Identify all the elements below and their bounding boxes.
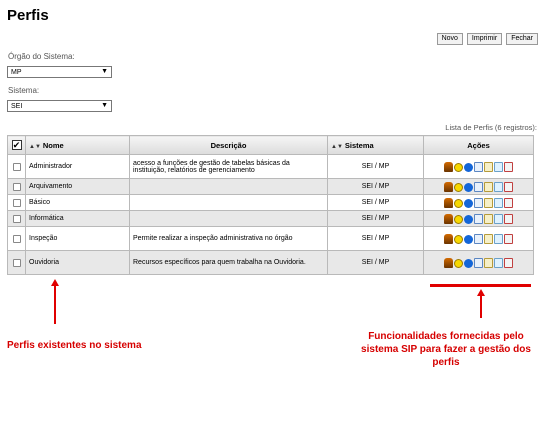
cell-descricao <box>130 195 328 211</box>
highlight-line <box>430 284 531 287</box>
cell-sistema: SEI / MP <box>328 227 424 251</box>
cell-nome: Arquivamento <box>26 179 130 195</box>
row-checkbox-cell <box>8 227 26 251</box>
table-row[interactable] <box>8 155 534 179</box>
search-doc-icon[interactable] <box>474 258 483 268</box>
cell-nome: Inspeção <box>26 227 130 251</box>
edit-icon[interactable] <box>484 162 493 172</box>
arrow-up-icon <box>477 289 485 296</box>
search-doc-icon[interactable] <box>474 234 483 244</box>
network-icon[interactable] <box>494 198 503 208</box>
user-lock-icon[interactable] <box>444 198 453 208</box>
row-checkbox[interactable] <box>13 183 21 191</box>
network-icon[interactable] <box>494 234 503 244</box>
delete-icon[interactable] <box>504 214 513 224</box>
cell-nome: Administrador <box>26 155 130 179</box>
copy-icon[interactable] <box>464 215 473 224</box>
header-descricao: Descrição <box>130 136 328 155</box>
delete-icon[interactable] <box>504 258 513 268</box>
row-checkbox[interactable] <box>13 215 21 223</box>
annotation-profiles: Perfis existentes no sistema <box>7 340 142 351</box>
sistema-select[interactable] <box>7 100 112 112</box>
header-sistema[interactable]: ▲▼ Sistema <box>328 136 424 155</box>
row-checkbox[interactable] <box>13 163 21 171</box>
row-checkbox-cell <box>8 211 26 227</box>
cell-descricao: Recursos específicos para quem trabalha na Ouvidoria. <box>130 251 328 275</box>
row-checkbox[interactable] <box>13 259 21 267</box>
arrow-shaft-right <box>480 294 482 318</box>
toolbar <box>437 33 538 45</box>
table-row[interactable] <box>8 227 534 251</box>
select-all-checkbox[interactable] <box>8 136 26 155</box>
cell-nome: Ouvidoria <box>26 251 130 275</box>
edit-icon[interactable] <box>484 234 493 244</box>
cell-acoes <box>424 195 534 211</box>
user-lock-icon[interactable] <box>444 214 453 224</box>
cell-sistema: SEI / MP <box>328 155 424 179</box>
search-doc-icon[interactable] <box>474 214 483 224</box>
row-checkbox-cell <box>8 195 26 211</box>
smiley-icon[interactable] <box>454 235 463 244</box>
header-acoes: Ações <box>424 136 534 155</box>
sort-icon[interactable]: ▲▼ <box>29 143 41 150</box>
copy-icon[interactable] <box>464 183 473 192</box>
smiley-icon[interactable] <box>454 215 463 224</box>
new-button[interactable]: Novo <box>437 33 463 45</box>
copy-icon[interactable] <box>464 259 473 268</box>
smiley-icon[interactable] <box>454 199 463 208</box>
user-lock-icon[interactable] <box>444 234 453 244</box>
row-checkbox-cell <box>8 155 26 179</box>
sort-icon[interactable]: ▲▼ <box>331 143 343 150</box>
cell-nome: Informática <box>26 211 130 227</box>
row-checkbox-cell <box>8 251 26 275</box>
sistema-label: Sistema: <box>8 86 40 95</box>
copy-icon[interactable] <box>464 235 473 244</box>
header-nome[interactable]: ▲▼ Nome <box>26 136 130 155</box>
delete-icon[interactable] <box>504 162 513 172</box>
network-icon[interactable] <box>494 162 503 172</box>
table-row[interactable] <box>8 195 534 211</box>
network-icon[interactable] <box>494 258 503 268</box>
row-checkbox[interactable] <box>13 199 21 207</box>
sistema-value: SEI <box>11 103 23 110</box>
cell-acoes <box>424 179 534 195</box>
cell-sistema: SEI / MP <box>328 251 424 275</box>
delete-icon[interactable] <box>504 198 513 208</box>
search-doc-icon[interactable] <box>474 162 483 172</box>
table-row[interactable] <box>8 211 534 227</box>
arrow-up-icon <box>51 279 59 286</box>
user-lock-icon[interactable] <box>444 182 453 192</box>
cell-acoes <box>424 155 534 179</box>
orgao-label: Órgão do Sistema: <box>8 52 75 61</box>
smiley-icon[interactable] <box>454 163 463 172</box>
user-lock-icon[interactable] <box>444 162 453 172</box>
smiley-icon[interactable] <box>454 183 463 192</box>
annotation-functions: Funcionalidades fornecidas pelo sistema SIP para fazer a gestão dos perfis <box>361 331 531 368</box>
user-lock-icon[interactable] <box>444 258 453 268</box>
check-icon: ✔ <box>12 140 21 150</box>
cell-acoes <box>424 227 534 251</box>
row-checkbox-cell <box>8 179 26 195</box>
orgao-select[interactable] <box>7 66 112 78</box>
edit-icon[interactable] <box>484 214 493 224</box>
smiley-icon[interactable] <box>454 259 463 268</box>
profiles-table <box>7 135 534 275</box>
cell-descricao <box>130 179 328 195</box>
table-caption: Lista de Perfis (6 registros): <box>445 123 537 132</box>
search-doc-icon[interactable] <box>474 198 483 208</box>
orgao-value: MP <box>11 69 22 76</box>
cell-sistema: SEI / MP <box>328 211 424 227</box>
cell-acoes <box>424 251 534 275</box>
delete-icon[interactable] <box>504 182 513 192</box>
cell-descricao <box>130 211 328 227</box>
edit-icon[interactable] <box>484 198 493 208</box>
row-checkbox[interactable] <box>13 235 21 243</box>
edit-icon[interactable] <box>484 258 493 268</box>
copy-icon[interactable] <box>464 163 473 172</box>
cell-sistema: SEI / MP <box>328 179 424 195</box>
table-row[interactable] <box>8 251 534 275</box>
cell-descricao: acesso a funções de gestão de tabelas básicas da instituição, relatórios de gerenciamento <box>130 155 328 179</box>
delete-icon[interactable] <box>504 234 513 244</box>
table-row[interactable] <box>8 179 534 195</box>
edit-icon[interactable] <box>484 182 493 192</box>
cell-sistema: SEI / MP <box>328 195 424 211</box>
cell-descricao: Permite realizar a inspeção administrativa no órgão <box>130 227 328 251</box>
copy-icon[interactable] <box>464 199 473 208</box>
close-button[interactable]: Fechar <box>506 33 538 45</box>
network-icon[interactable] <box>494 214 503 224</box>
chevron-down-icon: ▼ <box>101 102 108 109</box>
network-icon[interactable] <box>494 182 503 192</box>
cell-nome: Básico <box>26 195 130 211</box>
page-title: Perfis <box>7 7 49 24</box>
cell-acoes <box>424 211 534 227</box>
print-button[interactable]: Imprimir <box>467 33 502 45</box>
search-doc-icon[interactable] <box>474 182 483 192</box>
arrow-shaft-left <box>54 284 56 324</box>
chevron-down-icon: ▼ <box>101 68 108 75</box>
